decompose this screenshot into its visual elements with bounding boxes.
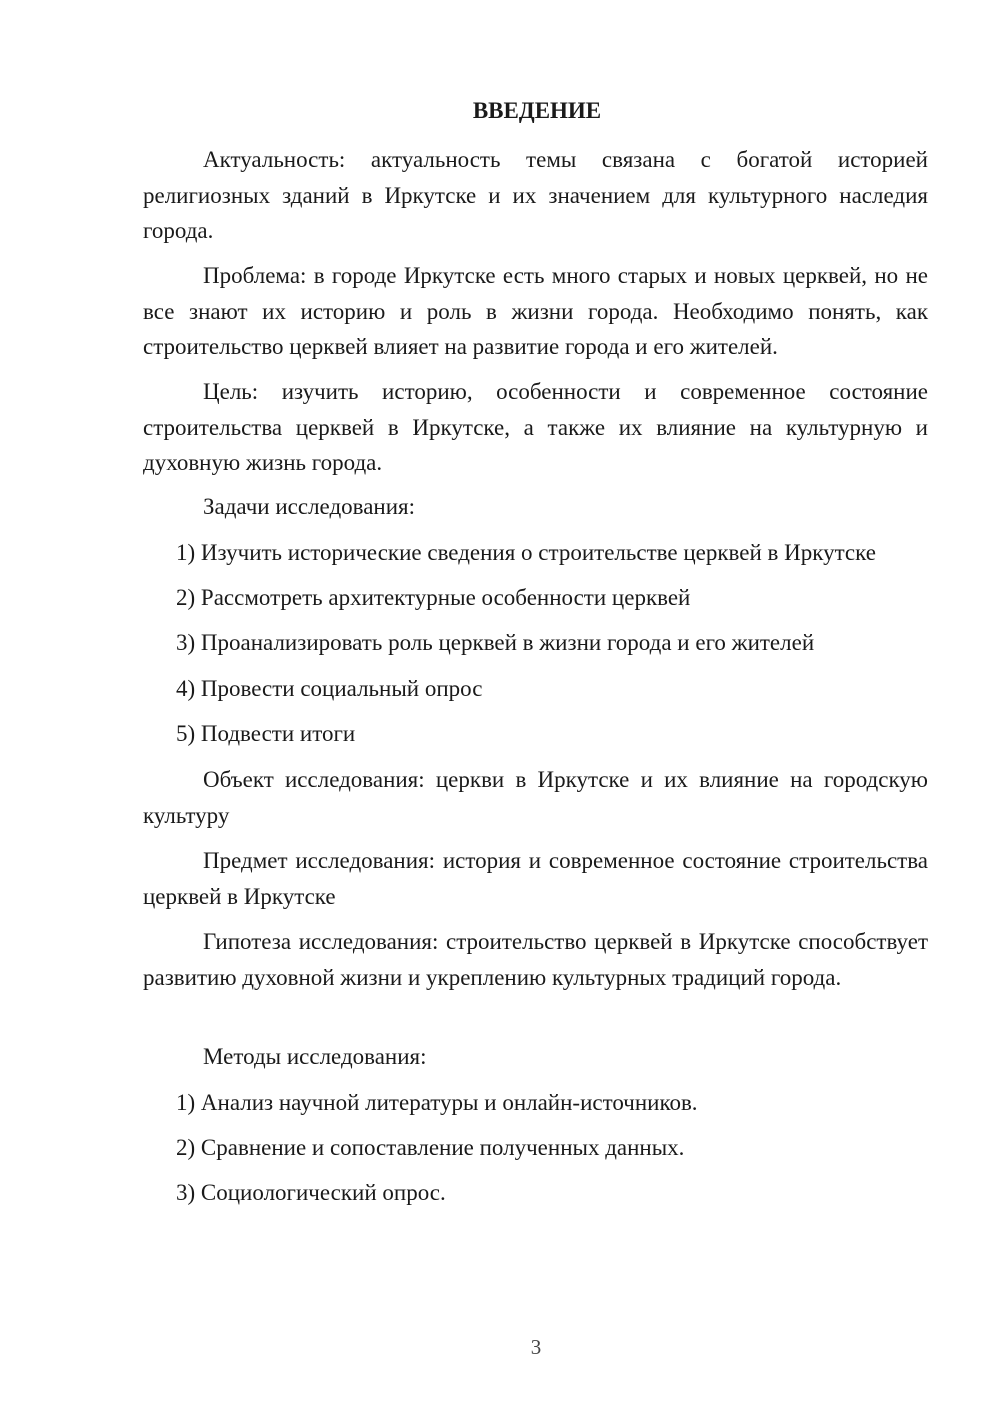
methods-label: Методы исследования: [203,1044,427,1069]
method-item: 3) Социологический опрос. [176,1180,446,1205]
subject-paragraph: Предмет исследования: история и современное состояние строительства церквей в Иркутске [143,848,928,909]
method-item: 1) Анализ научной литературы и онлайн-источников. [176,1090,698,1115]
page-title: ВВЕДЕНИЕ [472,98,602,123]
hypothesis-paragraph: Гипотеза исследования: строительство церквей в Иркутске способствует развитию духовной жизни и укреплению культурных традиций города. [143,929,928,990]
task-item: 3) Проанализировать роль церквей в жизни города и его жителей [176,630,815,655]
task-item: 2) Рассмотреть архитектурные особенности церквей [176,585,691,610]
relevance-paragraph: Актуальность: актуальность темы связана с богатой историей религиозных зданий в Иркутске и их значением для культурного наследия города. [143,147,928,243]
page-number: 3 [530,1335,542,1359]
task-item: 1) Изучить исторические сведения о строительстве церквей в Иркутске [176,540,876,565]
method-item: 2) Сравнение и сопоставление полученных данных. [176,1135,685,1160]
tasks-label: Задачи исследования: [203,494,416,519]
goal-paragraph: Цель: изучить историю, особенности и современное состояние строительства церквей в Иркутске, а также их влияние на культурную и духовную жизнь города. [143,379,928,475]
task-item: 4) Провести социальный опрос [176,676,483,701]
problem-paragraph: Проблема: в городе Иркутске есть много старых и новых церквей, но не все знают их историю и роль в жизни города. Необходимо понять, как строительство церквей влияет на развитие города и его жителей. [143,263,928,359]
object-paragraph: Объект исследования: церкви в Иркутске и их влияние на городскую культуру [143,767,928,828]
task-item: 5) Подвести итоги [176,721,356,746]
